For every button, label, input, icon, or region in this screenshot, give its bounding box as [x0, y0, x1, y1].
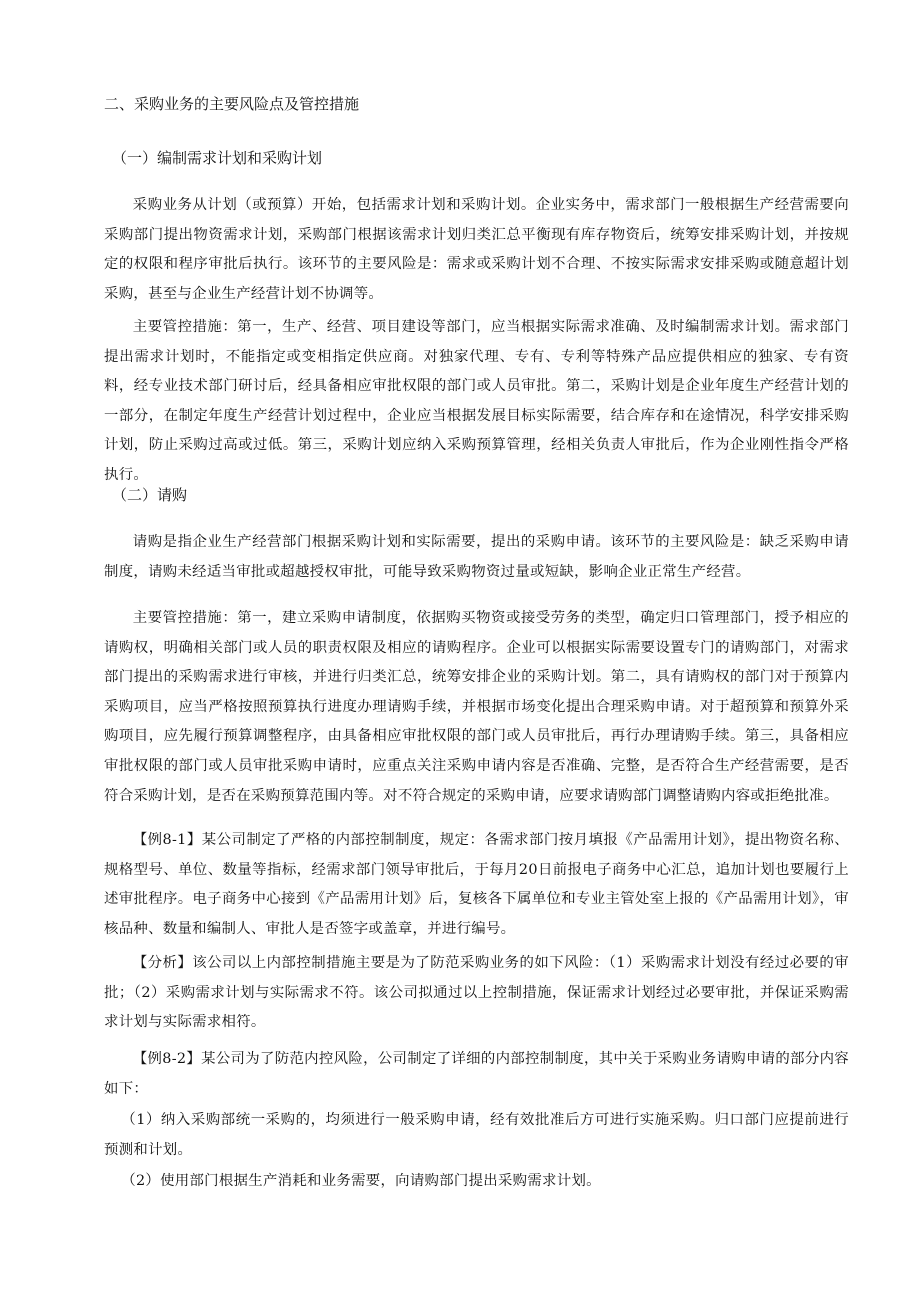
- subsection-title-plan: （一）编制需求计划和采购计划: [112, 149, 323, 167]
- paragraph-example-8-1: 【例8-1】某公司制定了严格的内部控制制度，规定：各需求部门按月填报《产品需用计划》，提出物资名称、规格型号、单位、数量等指标，经需求部门领导审批后，于每月20日前报电子商务中心汇总，追加计划也要履行上述审批程序。电子商务中心接到《产品需用计划》后，复核各下属单位和专业主管处室上报的《产品需用计划》，审核品种、数量和编制人、审批人是否签字或盖章，并进行编号。: [104, 832, 849, 937]
- paragraph-example-8-2: 【例8-2】某公司为了防范内控风险，公司制定了详细的内部控制制度，其中关于采购业务请购申请的部分内容如下：: [104, 1051, 849, 1097]
- paragraph-requisition-controls: 主要管控措施：第一，建立采购申请制度，依据购买物资或接受劳务的类型，确定归口管理部门，授予相应的请购权，明确相关部门或人员的职责权限及相应的请购程序。企业可以根据实际需要设置专门的请购部门，对需求部门提出的采购需求进行审核，并进行归类汇总，统筹安排企业的采购计划。第二，具有请购权的部门对于预算内采购项目，应当严格按照预算执行进度办理请购手续，并根据市场变化提出合理采购申请。对于超预算和预算外采购项目，应先履行预算调整程序，由具备相应审批权限的部门或人员审批后，再行办理请购手续。第三，具备相应审批权限的部门或人员审批采购申请时，应重点关注采购申请内容是否准确、完整，是否符合生产经营需要，是否符合采购计划，是否在采购预算范围内等。对不符合规定的采购申请，应要求请购部门调整请购内容或拒绝批准。: [104, 610, 849, 804]
- paragraph-requisition-intro: 请购是指企业生产经营部门根据采购计划和实际需要，提出的采购申请。该环节的主要风险是：缺乏采购申请制度，请购未经适当审批或超越授权审批，可能导致采购物资过量或短缺，影响企业正常生产经营。: [104, 534, 849, 580]
- section-title: 二、采购业务的主要风险点及管控措施: [104, 95, 360, 113]
- paragraph-item-1: （1）纳入采购部统一采购的，均须进行一般采购申请，经有效批准后方可进行实施采购。归口部门应提前进行预测和计划。: [104, 1112, 849, 1158]
- paragraph-plan-intro: 采购业务从计划（或预算）开始，包括需求计划和采购计划。企业实务中，需求部门一般根据生产经营需要向采购部门提出物资需求计划，采购部门根据该需求计划归类汇总平衡现有库存物资后，统筹安排采购计划，并按规定的权限和程序审批后执行。该环节的主要风险是：需求或采购计划不合理、不按实际需求安排采购或随意超计划采购，甚至与企业生产经营计划不协调等。: [104, 197, 849, 302]
- paragraph-plan-controls: 主要管控措施：第一，生产、经营、项目建设等部门，应当根据实际需求准确、及时编制需求计划。需求部门提出需求计划时，不能指定或变相指定供应商。对独家代理、专有、专利等特殊产品应提供相应的独家、专有资料，经专业技术部门研讨后，经具备相应审批权限的部门或人员审批。第二，采购计划是企业年度生产经营计划的一部分，在制定年度生产经营计划过程中，企业应当根据发展目标实际需要，结合库存和在途情况，科学安排采购计划，防止采购过高或过低。第三，采购计划应纳入采购预算管理，经相关负责人审批后，作为企业刚性指令严格执行。: [104, 319, 849, 483]
- paragraph-analysis: 【分析】该公司以上内部控制措施主要是为了防范采购业务的如下风险：（1）采购需求计划没有经过必要的审批；（2）采购需求计划与实际需求不符。该公司拟通过以上控制措施，保证需求计划经过必要审批，并保证采购需求计划与实际需求相符。: [104, 955, 849, 1031]
- paragraph-item-2: （2）使用部门根据生产消耗和业务需要，向请购部门提出采购需求计划。: [121, 1173, 601, 1189]
- subsection-title-requisition: （二）请购: [112, 486, 188, 504]
